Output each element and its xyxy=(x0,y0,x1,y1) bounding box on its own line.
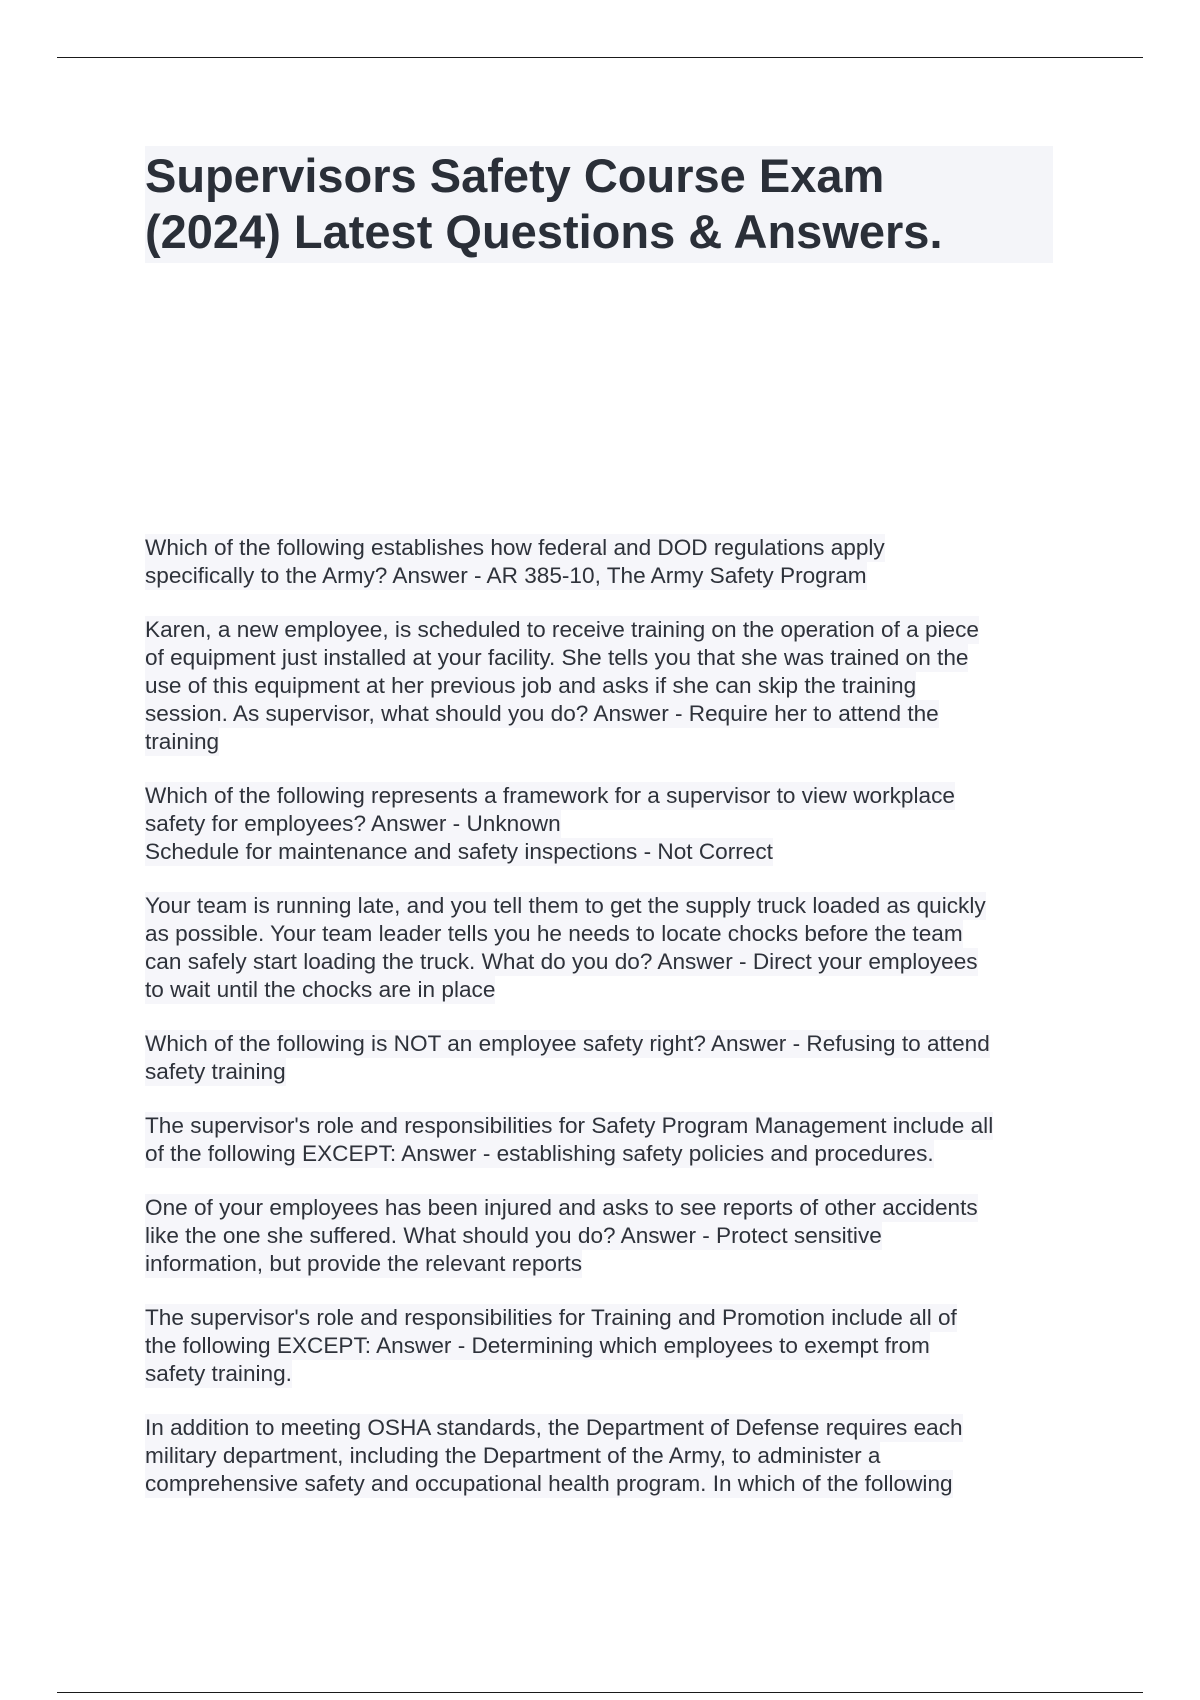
qa-line: Which of the following is NOT an employee safety right? Answer - Refusing to attend xyxy=(145,1031,990,1056)
qa-line: specifically to the Army? Answer - AR 385-10, The Army Safety Program xyxy=(145,563,867,588)
qa-line: like the one she suffered. What should you do? Answer - Protect sensitive xyxy=(145,1223,882,1248)
qa-line: as possible. Your team leader tells you he needs to locate chocks before the team xyxy=(145,921,963,946)
qa-line: The supervisor's role and responsibilities for Safety Program Management include all xyxy=(145,1113,994,1138)
qa-line: the following EXCEPT: Answer - Determining which employees to exempt from xyxy=(145,1333,930,1358)
qa-line: to wait until the chocks are in place xyxy=(145,977,496,1002)
qa-line: training xyxy=(145,729,220,754)
title-line-1: Supervisors Safety Course Exam xyxy=(145,149,885,202)
qa-line: military department, including the Department of the Army, to administer a xyxy=(145,1443,881,1468)
qa-line: Which of the following establishes how federal and DOD regulations apply xyxy=(145,535,885,560)
top-divider xyxy=(57,57,1143,58)
qa-item xyxy=(145,1112,1060,1168)
title-line-2: (2024) Latest Questions & Answers. xyxy=(145,205,943,258)
qa-line: safety training. xyxy=(145,1361,292,1386)
qa-line: comprehensive safety and occupational health program. In which of the following xyxy=(145,1471,953,1496)
qa-line: In addition to meeting OSHA standards, the Department of Defense requires each xyxy=(145,1415,963,1440)
qa-list xyxy=(145,534,1060,1524)
qa-item xyxy=(145,892,1060,1004)
qa-item xyxy=(145,1304,1060,1388)
qa-item xyxy=(145,616,1060,756)
qa-line: session. As supervisor, what should you do? Answer - Require her to attend the xyxy=(145,701,939,726)
bottom-divider xyxy=(57,1692,1143,1693)
qa-line: Your team is running late, and you tell them to get the supply truck loaded as quickly xyxy=(145,893,986,918)
qa-item xyxy=(145,534,1060,590)
qa-line: One of your employees has been injured and asks to see reports of other accidents xyxy=(145,1195,978,1220)
qa-item xyxy=(145,782,1060,866)
qa-line: Which of the following represents a framework for a supervisor to view workplace xyxy=(145,783,955,808)
document-title xyxy=(145,146,1053,263)
qa-line: can safely start loading the truck. What do you do? Answer - Direct your employees xyxy=(145,949,978,974)
qa-line: use of this equipment at her previous job and asks if she can skip the training xyxy=(145,673,917,698)
qa-line: Schedule for maintenance and safety inspections - Not Correct xyxy=(145,839,773,864)
qa-line: of equipment just installed at your facility. She tells you that she was trained on the xyxy=(145,645,969,670)
qa-line: safety for employees? Answer - Unknown xyxy=(145,811,561,836)
qa-line: Karen, a new employee, is scheduled to receive training on the operation of a piece xyxy=(145,617,979,642)
qa-item xyxy=(145,1414,1060,1498)
qa-item xyxy=(145,1194,1060,1278)
qa-line: The supervisor's role and responsibilities for Training and Promotion include all of xyxy=(145,1305,957,1330)
qa-line: information, but provide the relevant reports xyxy=(145,1251,583,1276)
qa-line: safety training xyxy=(145,1059,286,1084)
qa-item xyxy=(145,1030,1060,1086)
qa-line: of the following EXCEPT: Answer - establishing safety policies and procedures. xyxy=(145,1141,934,1166)
